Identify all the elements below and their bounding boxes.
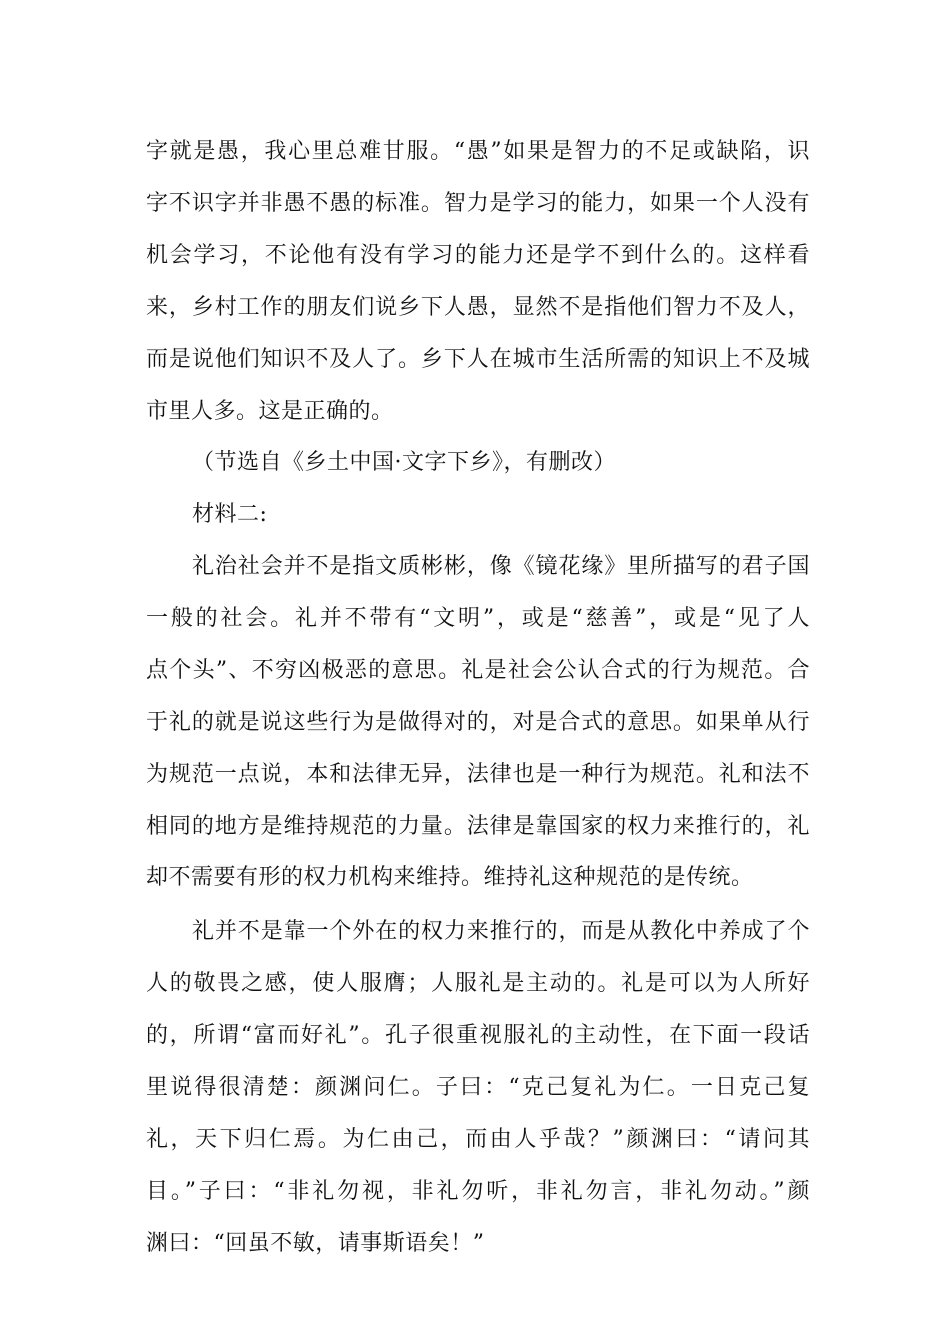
text-line: 字就是愚，我心里总难甘服。“愚”如果是智力的不足或缺陷，识 [146, 139, 810, 164]
text-line: 点个头”、不穷凶极恶的意思。礼是社会公认合式的行为规范。合 [146, 658, 810, 683]
text-line: 市里人多。这是正确的。 [146, 399, 394, 424]
text-line: 渊曰：“回虽不敏，请事斯语矣！” [146, 1231, 485, 1256]
text-line: 于礼的就是说这些行为是做得对的，对是合式的意思。如果单从行 [146, 710, 810, 735]
text-line: 机会学习，不论他有没有学习的能力还是学不到什么的。这样看 [146, 243, 810, 268]
text-line: 的，所谓“富而好礼”。孔子很重视服礼的主动性，在下面一段话 [146, 1023, 810, 1048]
section-heading: 材料二: [192, 502, 268, 527]
text-line: 一般的社会。礼并不带有“文明”，或是“慈善”，或是“见了人 [146, 606, 810, 631]
text-line: 却不需要有形的权力机构来维持。维持礼这种规范的是传统。 [146, 865, 754, 890]
text-line: 来，乡村工作的朋友们说乡下人愚，显然不是指他们智力不及人， [146, 295, 810, 320]
text-line: 礼，天下归仁焉。为仁由己，而由人乎哉？”颜渊曰：“请问其 [146, 1127, 810, 1152]
source-note: （节选自《乡土中国·文字下乡》，有删改） [192, 450, 616, 475]
paragraph-first-line: 礼并不是靠一个外在的权力来推行的，而是从教化中养成了个 [192, 919, 810, 944]
text-line: 人的敬畏之感，使人服膺；人服礼是主动的。礼是可以为人所好 [146, 971, 810, 996]
text-line: 字不识字并非愚不愚的标准。智力是学习的能力，如果一个人没有 [146, 191, 810, 216]
text-line: 而是说他们知识不及人了。乡下人在城市生活所需的知识上不及城 [146, 347, 810, 372]
text-line: 相同的地方是维持规范的力量。法律是靠国家的权力来推行的，礼 [146, 814, 810, 839]
text-line: 里说得很清楚：颜渊问仁。子曰：“克己复礼为仁。一日克己复 [146, 1075, 810, 1100]
text-line: 目。”子曰：“非礼勿视，非礼勿听，非礼勿言，非礼勿动。”颜 [146, 1179, 810, 1204]
text-line: 为规范一点说，本和法律无异，法律也是一种行为规范。礼和法不 [146, 762, 810, 787]
paragraph-first-line: 礼治社会并不是指文质彬彬，像《镜花缘》里所描写的君子国 [192, 554, 810, 579]
